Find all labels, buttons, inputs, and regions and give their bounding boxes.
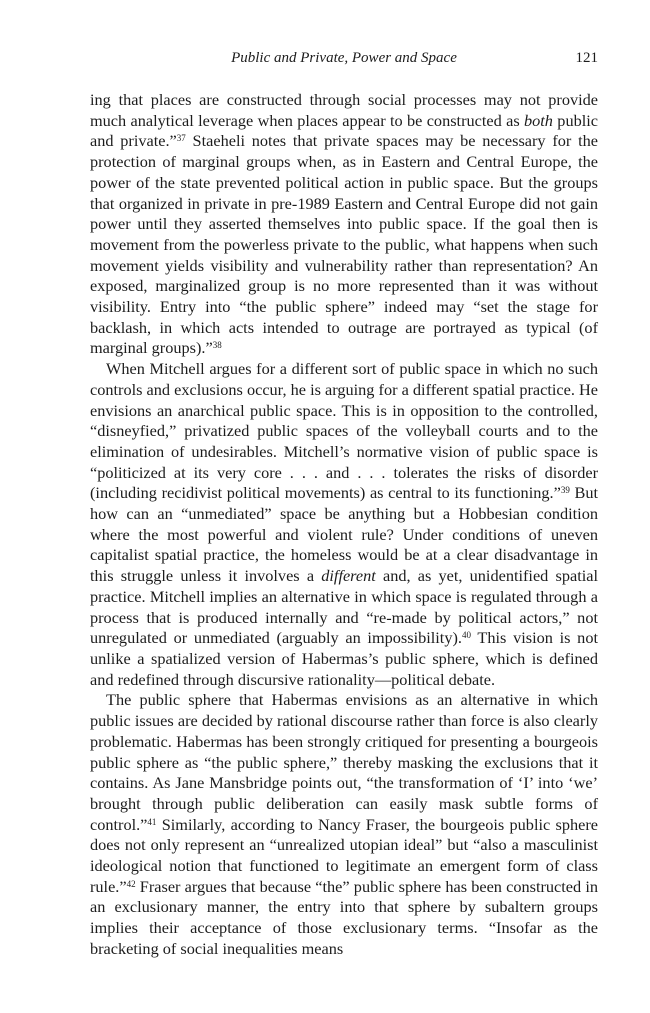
- footnote-ref: 39: [560, 485, 570, 496]
- running-head: Public and Private, Power and Space: [231, 50, 457, 66]
- body-text: [90, 90, 598, 960]
- text-run: Staeheli notes that private spaces may be necessary for the protection of marginal groups when, as in Eastern and Central Europe, the power of the state prevented political action in public space. But the groups that organized in private in pre-1989 Eastern and Central Europe did not gain power until they asserted themselves into public space. If the goal then is movement from the powerless private to the public, what happens when such movement yields visibility and vulnerability rather than representation? An exposed, marginalized group is no more represented than it was without visibility. Entry into “the public sphere” indeed may “set the stage for backlash, in which acts intended to outrage are portrayed as typical (of marginal groups).”: [90, 131, 598, 358]
- paragraph: [90, 359, 598, 690]
- text-run: This vision is not unlike a spatialized version of Habermas’s public sphere, which is defined and redefined through discursive rationality—political debate.: [90, 628, 598, 689]
- text-run: and, as yet, unidentified spatial practice. Mitchell implies an alternative in which space is regulated through a process that is produced internally and “re-made by political actors,” not unregulated or unmediated (arguably an impossibility).: [90, 566, 599, 648]
- text-run: But how can an “unmediated” space be anything but a Hobbesian condition where the most powerful and violent rule? Under conditions of uneven capitalist spatial practice, the homeless would be at a clear disadvantage in this struggle unless it involves a: [90, 483, 598, 586]
- text-run: Fraser argues that because “the” public sphere has been constructed in an exclusionary manner, the entry into that sphere by subaltern groups implies their acceptance of those exclusionary terms. “Insofar as the bracketing of social inequalities means: [90, 876, 598, 958]
- text-run: ing that places are constructed through social processes may not provide much analytical leverage when places appear to be constructed as: [90, 90, 598, 130]
- text-run: Similarly, according to Nancy Fraser, the bourgeois public sphere does not only represent an “unrealized utopian ideal” but “also a masculinist ideological notion that functioned to legitimate an emergent form of class rule.”: [90, 814, 598, 896]
- footnote-ref: 38: [212, 340, 222, 351]
- footnote-ref: 37: [176, 133, 186, 144]
- text-run: The public sphere that Habermas envisions as an alternative in which public issues are decided by rational discourse rather than force is also clearly problematic. Habermas has been strongly critiqued for presenting a bourgeois public sphere as “the public sphere,” thereby masking the exclusions that it contains. As Jane Mansbridge points out, “the transformation of ‘I’ into ‘we’ brought through public deliberation can easily mask subtle forms of control.”: [90, 690, 598, 834]
- emphasis: both: [524, 110, 553, 130]
- paragraph: [90, 690, 598, 959]
- text-run: public and private.”: [90, 110, 598, 151]
- paragraph: [90, 90, 598, 359]
- footnote-ref: 42: [126, 878, 136, 889]
- footnote-ref: 41: [147, 816, 157, 827]
- text-run: When Mitchell argues for a different sort of public space in which no such controls and exclusions occur, he is arguing for a different spatial practice. He envisions an anarchical public space. This is in opposition to the controlled, “disneyfied,” privatized public spaces of the volleyball courts and to the elimination of undesirables. Mitchell’s normative vision of public space is “politicized at its very core . . . and . . . tolerates the risks of disorder (including recidivist political movements) as central to its functioning.”: [90, 359, 598, 503]
- footnote-ref: 40: [461, 630, 471, 641]
- page-number: 121: [575, 50, 598, 66]
- emphasis: different: [321, 566, 376, 586]
- page-header: [90, 50, 598, 72]
